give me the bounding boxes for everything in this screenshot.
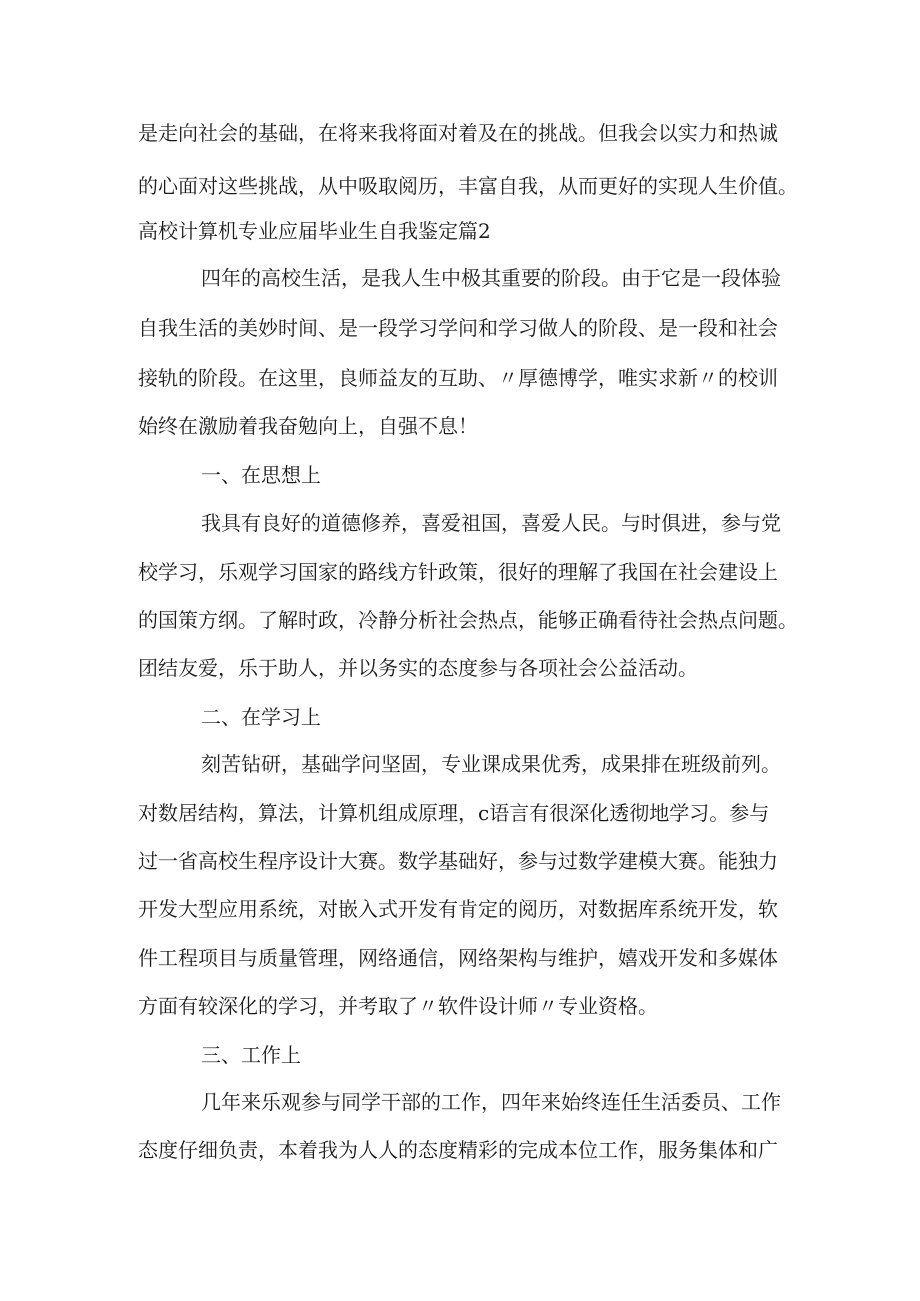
text-line: 态度仔细负责，本着我为人人的态度精彩的完成本位工作，服务集体和广: [138, 1138, 778, 1162]
text-line: 件工程项目与质量管理，网络通信，网络架构与维护，嬉戏开发和多媒体: [138, 946, 778, 970]
subsection-heading: 二、在学习上: [201, 705, 321, 729]
subsection-heading: 三、工作上: [201, 1043, 301, 1067]
text-line: 自我生活的美妙时间、是一段学习学问和学习做人的阶段、是一段和社会: [138, 316, 778, 340]
text-line: 的国策方纲。了解时政，冷静分析社会热点，能够正确看待社会热点问题。: [138, 608, 798, 632]
text-line: 方面有较深化的学习，并考取了〃软件设计师〃专业资格。: [138, 994, 658, 1018]
text-line: 对数居结构，算法，计算机组成原理，c语言有很深化透彻地学习。参与: [138, 801, 770, 825]
text-line: 接轨的阶段。在这里，良师益友的互助、〃厚德博学，唯实求新〃的校训: [138, 366, 778, 390]
text-line: 的心面对这些挑战，从中吸取阅历，丰富自我，从而更好的实现人生价值。: [138, 174, 798, 198]
text-line: 是走向社会的基础，在将来我将面对着及在的挑战。但我会以实力和热诚: [138, 121, 778, 145]
text-line: 刻苦钻研，基础学问坚固，专业课成果优秀，成果排在班级前列。: [201, 752, 781, 776]
section-heading: 高校计算机专业应届毕业生自我鉴定篇2: [138, 219, 491, 243]
text-line: 过一省高校生程序设计大赛。数学基础好，参与过数学建模大赛。能独力: [138, 849, 778, 873]
text-line: 四年的高校生活，是我人生中极其重要的阶段。由于它是一段体验: [201, 266, 781, 290]
text-line: 校学习，乐观学习国家的路线方针政策，很好的理解了我国在社会建设上: [138, 560, 778, 584]
text-line: 始终在激励着我奋勉向上，自强不息！: [138, 414, 478, 438]
text-line: 开发大型应用系统，对嵌入式开发有肯定的阅历，对数据库系统开发，软: [138, 897, 778, 921]
subsection-heading: 一、在思想上: [201, 463, 321, 487]
text-line: 几年来乐观参与同学干部的工作，四年来始终连任生活委员、工作: [201, 1090, 781, 1114]
text-line: 团结友爱，乐于助人，并以务实的态度参与各项社会公益活动。: [138, 656, 698, 680]
text-line: 我具有良好的道德修养，喜爱祖国，喜爱人民。与时俱进，参与党: [201, 511, 781, 535]
